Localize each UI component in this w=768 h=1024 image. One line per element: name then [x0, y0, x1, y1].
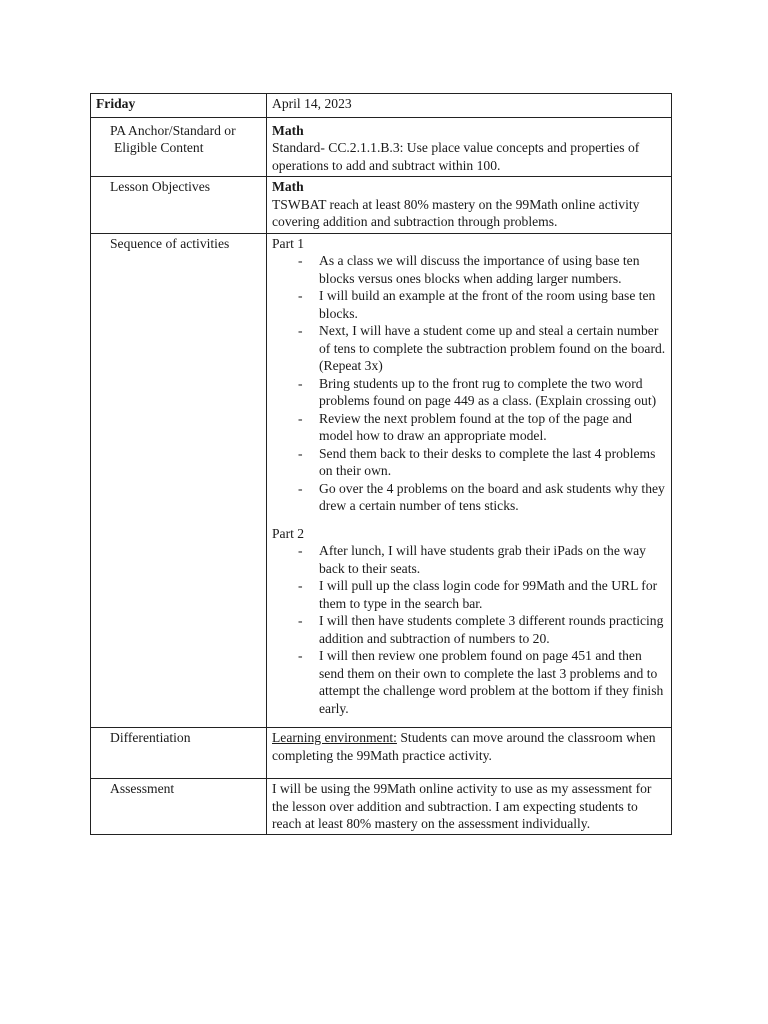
- part2-list: [272, 542, 667, 717]
- standard-content-cell: [267, 117, 672, 177]
- differentiation-content-cell: [267, 728, 672, 779]
- sequence-content-cell: [267, 233, 672, 728]
- objectives-row: [91, 177, 672, 234]
- assessment-label-cell: [91, 779, 267, 835]
- list-item: - Go over the 4 problems on the board and ask students why they drew a certain number of tens sticks.: [319, 480, 667, 515]
- objectives-content-cell: [267, 177, 672, 234]
- list-item: - Bring students up to the front rug to complete the two word problems found on page 449 as a class. (Explain crossing out): [319, 375, 667, 410]
- objectives-text: TSWBAT reach at least 80% mastery on the 99Math online activity covering addition and subtraction through problems.: [272, 196, 640, 229]
- list-item: - Send them back to their desks to complete the last 4 problems on their own.: [319, 445, 667, 480]
- assessment-content-cell: [267, 779, 672, 835]
- objectives-subject: Math: [272, 179, 304, 194]
- differentiation-label: Differentiation: [110, 730, 191, 745]
- standard-text: Standard- CC.2.1.1.B.3: Use place value concepts and properties of operations to add and subtract within 100.: [272, 140, 640, 173]
- standard-subject: Math: [272, 122, 304, 138]
- standard-label-line2: Eligible Content: [114, 140, 204, 155]
- list-item: - I will then have students complete 3 different rounds practicing addition and subtraction of numbers to 20.: [319, 612, 667, 647]
- list-item: - Review the next problem found at the top of the page and model how to draw an appropriate model.: [319, 410, 667, 445]
- list-item: - After lunch, I will have students grab their iPads on the way back to their seats.: [319, 542, 667, 577]
- header-row: [91, 94, 672, 118]
- differentiation-label-cell: [91, 728, 267, 779]
- sequence-label-cell: [91, 233, 267, 728]
- list-item: - As a class we will discuss the importance of using base ten blocks versus ones blocks when adding larger numbers.: [319, 252, 667, 287]
- list-item: - Next, I will have a student come up and steal a certain number of tens to complete the subtraction problem found on the board. (Repeat 3x): [319, 322, 667, 375]
- date-cell: [267, 94, 672, 118]
- sequence-label: Sequence of activities: [110, 235, 230, 251]
- day-label: Friday: [96, 96, 136, 111]
- differentiation-row: [91, 728, 672, 779]
- standard-label-cell: [91, 117, 267, 177]
- objectives-label: Lesson Objectives: [110, 179, 211, 194]
- part2-title: Part 2: [272, 525, 305, 541]
- sequence-row: [91, 233, 672, 728]
- standard-label-line1: PA Anchor/Standard or: [110, 122, 236, 138]
- part1-title: Part 1: [272, 235, 305, 251]
- lesson-plan-table: [90, 93, 672, 835]
- differentiation-text: Students can move around the classroom when completing the 99Math practice activity.: [272, 730, 656, 763]
- day-cell: [91, 94, 267, 118]
- objectives-label-cell: [91, 177, 267, 234]
- list-item: - I will pull up the class login code for 99Math and the URL for them to type in the search bar.: [319, 577, 667, 612]
- assessment-label: Assessment: [110, 781, 175, 796]
- list-item: - I will build an example at the front of the room using base ten blocks.: [319, 287, 667, 322]
- assessment-text: I will be using the 99Math online activity to use as my assessment for the lesson over addition and subtraction. I am expecting students to reach at least 80% mastery on the assessment individually.: [272, 781, 652, 831]
- standard-row: [91, 117, 672, 177]
- list-item: - I will then review one problem found on page 451 and then send them on their own to complete the last 3 problems and to attempt the challenge word problem at the bottom if they finish early.: [319, 647, 667, 717]
- assessment-row: [91, 779, 672, 835]
- part1-list: [272, 252, 667, 515]
- differentiation-lead: Learning environment:: [272, 730, 397, 745]
- date-value: April 14, 2023: [272, 96, 352, 111]
